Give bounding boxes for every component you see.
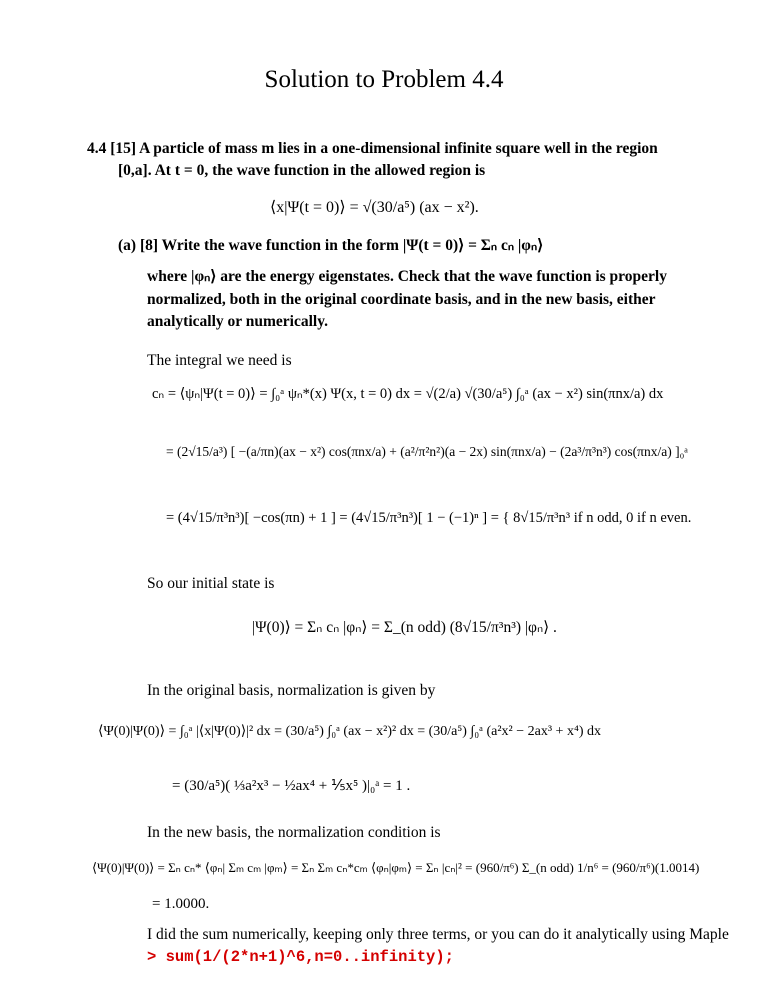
equation-cn-step-2: = (2√15/a³) [ −(a/πn)(ax − x²) cos(πnx/a) + (a²/π²n²)(a − 2x) sin(πnx/a) − (2a³/π³n³) cos(πnx/a) ]₀ᵃ [166,444,688,459]
problem-statement-line-2: [0,a]. At t = 0, the wave function in the allowed region is [118,162,486,179]
page-title: Solution to Problem 4.4 [264,66,504,93]
part-a-line-3: normalized, both in the original coordinate basis, and in the new basis, either [147,291,656,308]
equation-initial-wavefunction: ⟨x|Ψ(t = 0)⟩ = √(30/a⁵) (ax − x²). [270,199,479,216]
equation-initial-state: |Ψ(0)⟩ = Σₙ cₙ |φₙ⟩ = Σ_(n odd) (8√15/π³n³) |φₙ⟩ . [252,619,557,636]
equation-cn-definition: cₙ = ⟨ψₙ|Ψ(t = 0)⟩ = ∫₀ᵃ ψₙ*(x) Ψ(x, t = 0) dx = √(2/a) √(30/a⁵) ∫₀ᵃ (ax − x²) sin(πnx/a) dx [152,386,664,402]
text-initial-state: So our initial state is [147,575,275,592]
maple-code: > sum(1/(2*n+1)^6,n=0..infinity); [147,948,454,966]
part-a-line-2: where |φₙ⟩ are the energy eigenstates. Check that the wave function is properly [147,268,667,285]
part-a-line-4: analytically or numerically. [147,313,328,330]
equation-cn-step-3: = (4√15/π³n³)[ −cos(πn) + 1 ] = (4√15/π³n³)[ 1 − (−1)ⁿ ] = { 8√15/π³n³ if n odd, 0 if n even. [166,510,692,526]
equation-normalization-original: ⟨Ψ(0)|Ψ(0)⟩ = ∫₀ᵃ |⟨x|Ψ(0)⟩|² dx = (30/a⁵) ∫₀ᵃ (ax − x²)² dx = (30/a⁵) ∫₀ᵃ (a²x² − 2ax³ + x⁴) dx [98,724,601,739]
text-new-basis: In the new basis, the normalization condition is [147,824,441,841]
equation-normalization-new: ⟨Ψ(0)|Ψ(0)⟩ = Σₙ cₙ* ⟨φₙ| Σₘ cₘ |φₘ⟩ = Σₙ Σₘ cₙ*cₘ ⟨φₙ|φₘ⟩ = Σₙ |cₙ|² = (960/π⁶) Σ_(n odd) 1/n⁶ = (960/π⁶)(1.0014) [92,860,700,875]
problem-statement-line-1: 4.4 [15] A particle of mass m lies in a one-dimensional infinite square well in the region [87,140,658,157]
part-a-line-1: (a) [8] Write the wave function in the form |Ψ(t = 0)⟩ = Σₙ cₙ |φₙ⟩ [118,237,544,254]
equation-normalization-original-result: = (30/a⁵)( ⅓a²x³ − ½ax⁴ + ⅕x⁵ )|₀ᵃ = 1 . [172,778,411,794]
text-integral-intro: The integral we need is [147,352,292,369]
text-original-basis: In the original basis, normalization is given by [147,682,436,699]
text-numeric-note: I did the sum numerically, keeping only three terms, or you can do it analytically using Maple [147,926,729,943]
equation-normalization-new-result: = 1.0000. [152,896,210,912]
